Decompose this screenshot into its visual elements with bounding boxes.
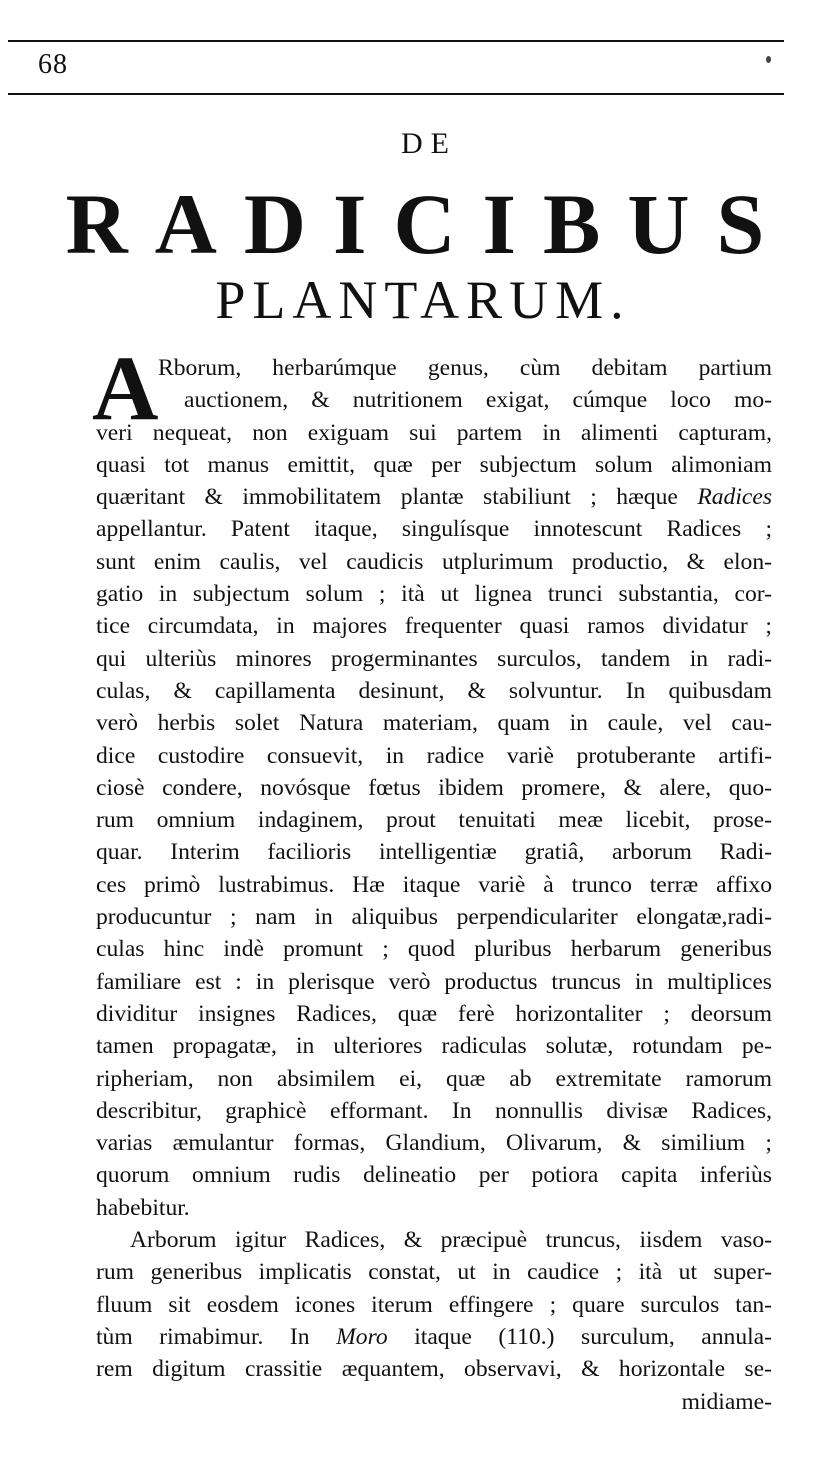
text-line: Arborum igitur Radices, & præcipuè truncus, iisdem vaso-: [130, 1227, 772, 1254]
text-line: culas, & capillamenta desinunt, & solvuntur. In quibusdam: [96, 677, 772, 704]
text-line: describitur, graphicè efformant. In nonnullis divisæ Radices,: [96, 1097, 772, 1124]
italic-term: Radices: [697, 484, 772, 511]
text-line: rem digitum crassitie æquantem, observavi, & horizontale se-: [96, 1356, 772, 1383]
text-line: quorum omnium rudis delineatio per potiora capita inferiùs: [96, 1162, 772, 1189]
text-line: producuntur ; nam in aliquibus perpendiculariter elongatæ,radi-: [96, 904, 772, 931]
text-span: quæritant & immobilitatem plantæ stabiliunt ; hæque: [96, 484, 698, 511]
print-speck: [766, 56, 771, 63]
text-line: habebitur.: [96, 1194, 190, 1221]
text-line: quar. Interim facilioris intelligentiæ gratiâ, arborum Radi-: [96, 839, 772, 866]
text-line: tamen propagatæ, in ulteriores radiculas solutæ, rotundam pe-: [96, 1033, 772, 1060]
text-line: culas hinc indè promunt ; quod pluribus herbarum generibus: [96, 936, 772, 963]
text-line: sunt enim caulis, vel caudicis utplurimum productio, & elon-: [96, 548, 772, 575]
text-line: auctionem, & nutritionem exigat, cúmque loco mo-: [184, 387, 772, 414]
text-line: [96, 481, 772, 513]
text-line: verò herbis solet Natura materiam, quam in caule, vel cau-: [96, 710, 772, 737]
text-line: ripheriam, non absimilem ei, quæ ab extremitate ramorum: [96, 1065, 772, 1092]
text-line: varias æmulantur formas, Glandium, Olivarum, & similium ;: [96, 1130, 772, 1157]
text-line: Rborum, herbarúmque genus, cùm debitam partium: [158, 355, 772, 381]
text-line: veri nequeat, non exiguam sui partem in alimenti capturam,: [96, 419, 772, 446]
catchword: midiame-: [681, 1388, 772, 1415]
header-rule-bottom: [8, 93, 784, 95]
drop-cap: A: [92, 337, 159, 439]
page-subtitle: PLANTARUM.: [215, 270, 631, 330]
page-title: RADICIBUS: [65, 176, 792, 272]
text-line: appellantur. Patent itaque, singulísque innotescunt Radices ;: [96, 516, 772, 543]
text-line: rum omnium indaginem, prout tenuitati meæ licebit, prose-: [96, 807, 772, 834]
text-line: tice circumdata, in majores frequenter quasi ramos dividatur ;: [96, 613, 772, 640]
text-span: tùm rimabimur. In: [96, 1323, 337, 1350]
text-line: quasi tot manus emittit, quæ per subjectum solum alimoniam: [96, 451, 772, 478]
header-rule-top: [8, 40, 784, 42]
text-line: familiare est : in plerisque verò productus truncus in multiplices: [96, 968, 772, 995]
text-line: dice custodire consuevit, in radice variè protuberante artifi-: [96, 742, 772, 769]
text-line: gatio in subjectum solum ; ità ut lignea trunci substantia, cor-: [96, 581, 772, 608]
italic-term: Moro: [336, 1323, 388, 1350]
page-number: 68: [38, 49, 68, 80]
text-line: ciosè condere, novósque fœtus ibidem promere, & alere, quo-: [96, 774, 772, 801]
body-text: [92, 337, 772, 1418]
text-line: qui ulteriùs minores progerminantes surculos, tandem in radi-: [96, 645, 772, 672]
text-span: itaque (110.) surculum, annula-: [387, 1323, 772, 1350]
text-line: dividitur insignes Radices, quæ ferè horizontaliter ; deorsum: [96, 1000, 772, 1027]
text-line: rum generibus implicatis constat, ut in caudice ; ità ut super-: [96, 1259, 772, 1286]
text-line: fluum sit eosdem icones iterum effingere ; quare surculos tan-: [96, 1291, 772, 1318]
text-line: [96, 1321, 772, 1353]
title-preposition: DE: [401, 127, 457, 160]
text-line: ces primò lustrabimus. Hæ itaque variè à trunco terræ affixo: [96, 871, 772, 898]
